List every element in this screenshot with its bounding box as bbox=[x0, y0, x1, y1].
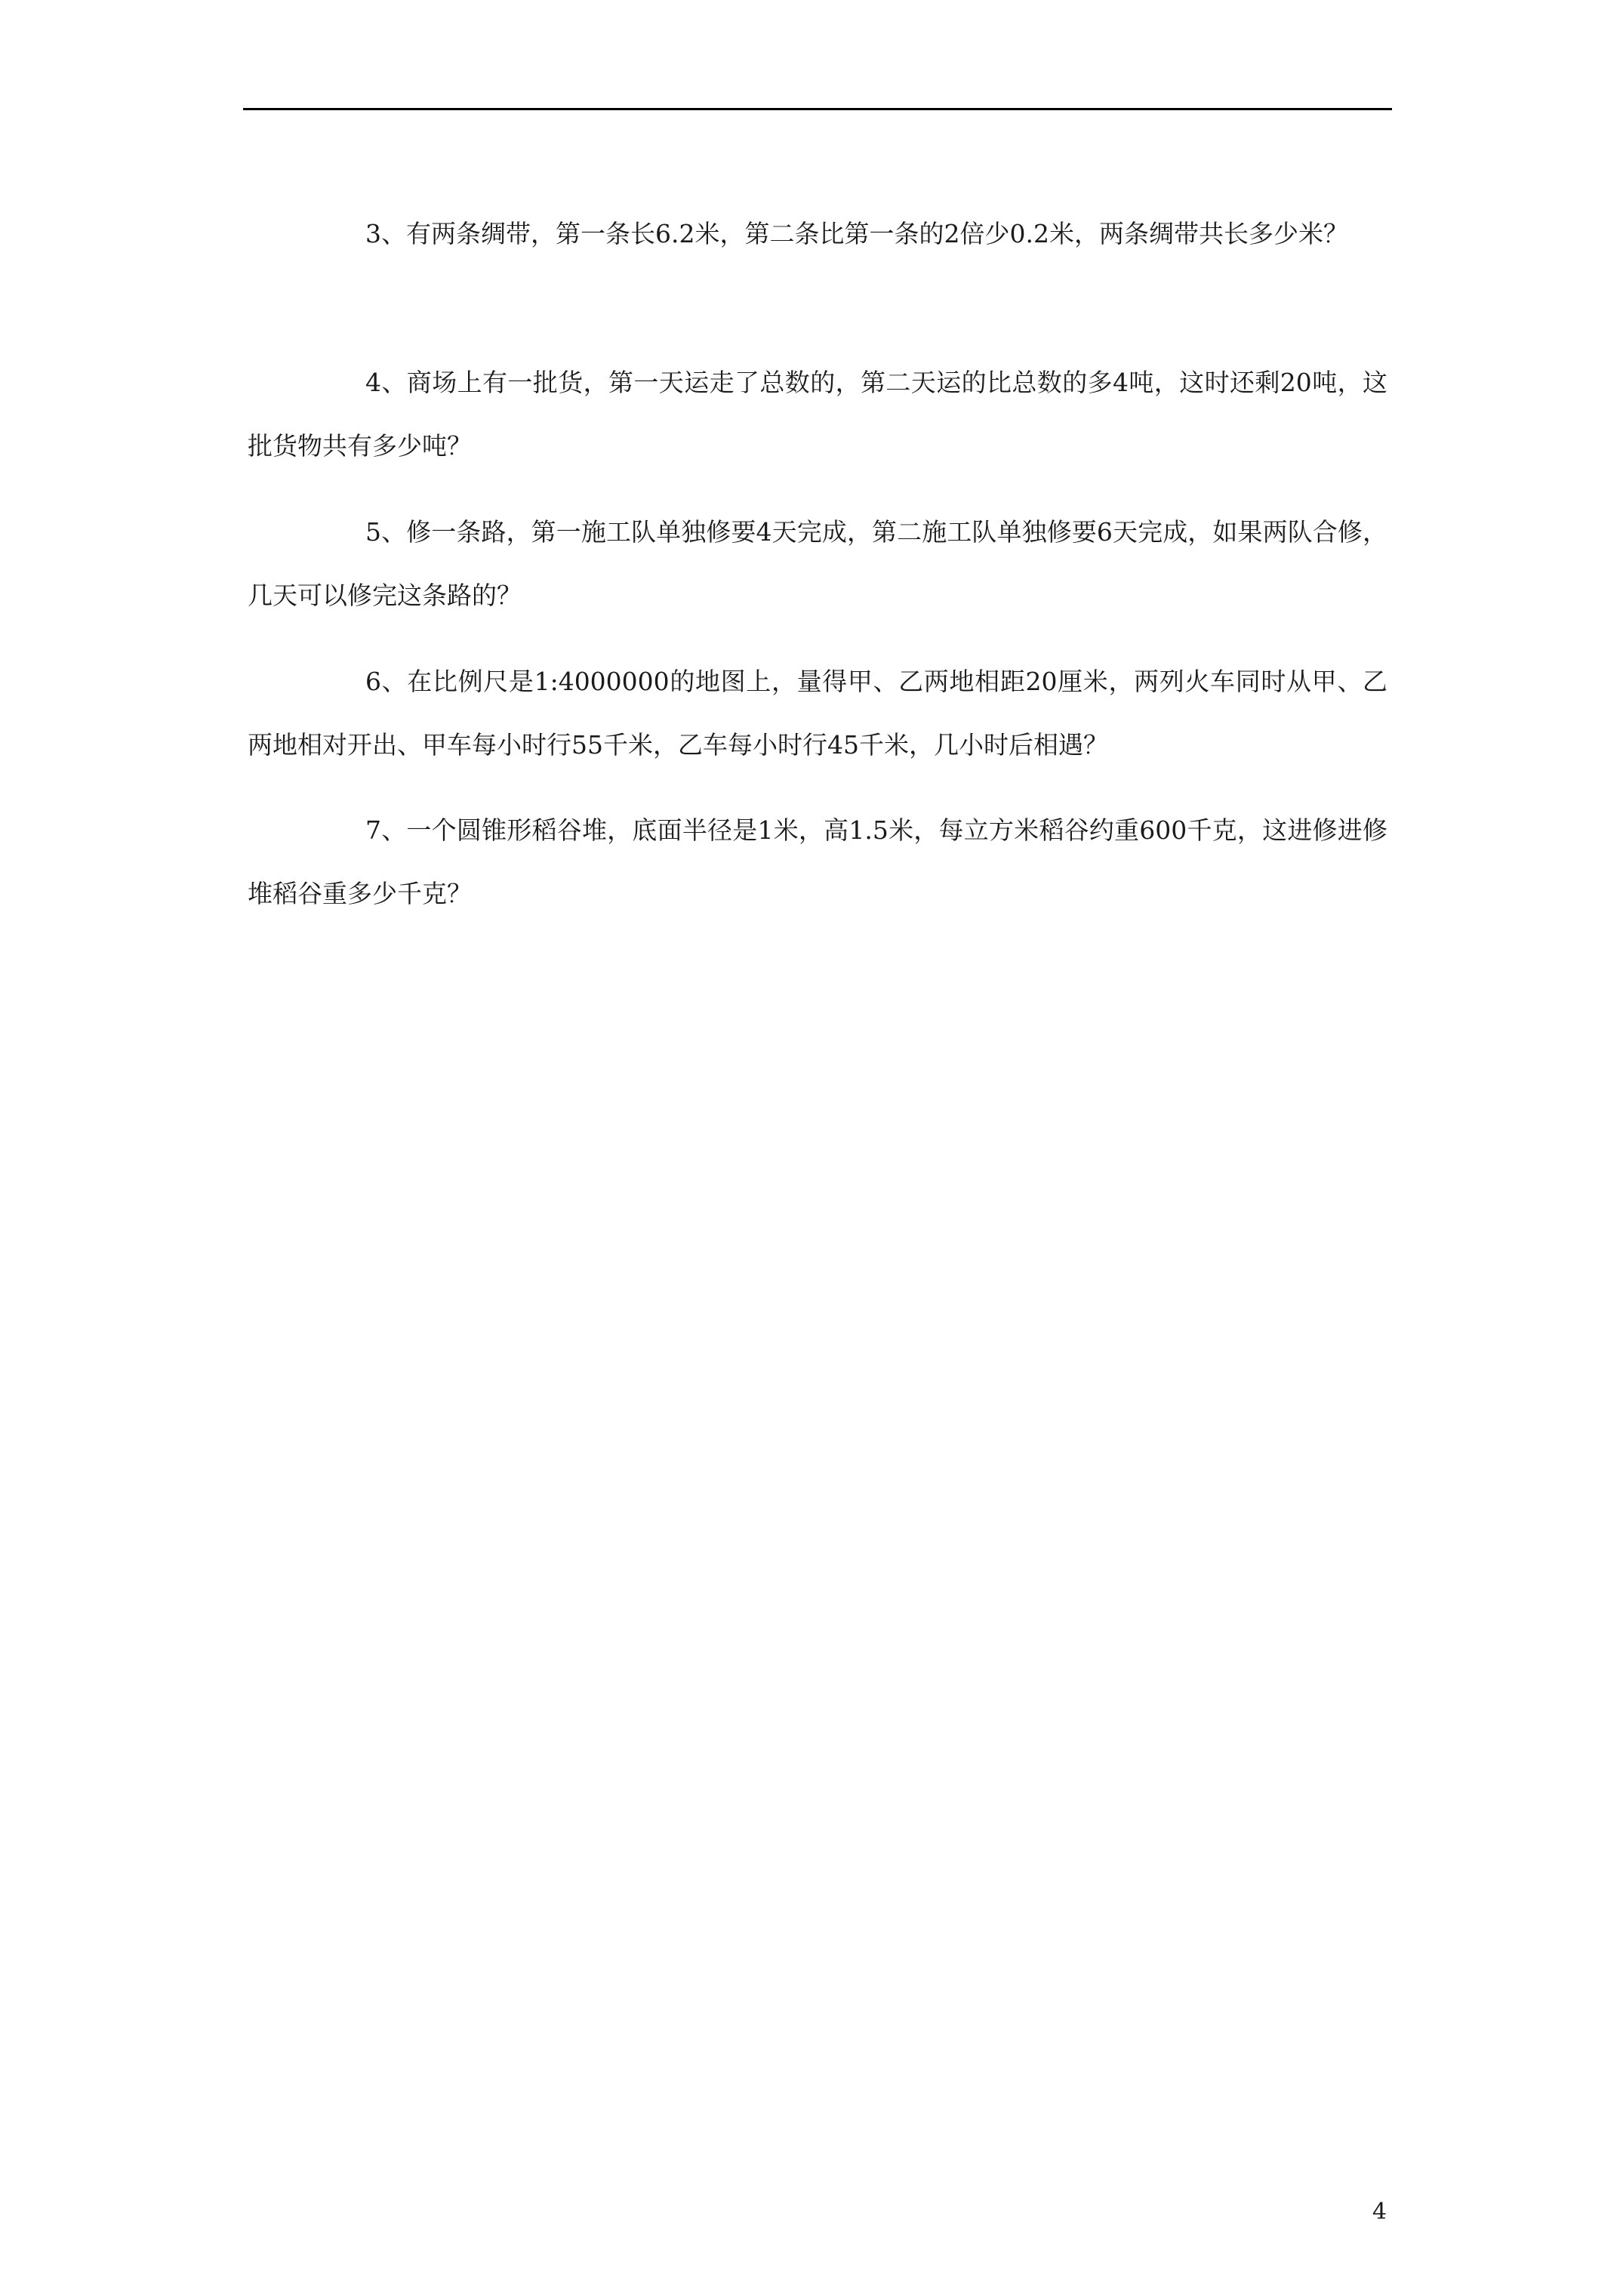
problem-4: 4、商场上有一批货，第一天运走了总数的，第二天运的比总数的多4吨，这时还剩20吨，这批货物共有多少吨？ bbox=[248, 368, 1387, 461]
problem-7: 7、一个圆锥形稻谷堆，底面半径是1米，高1.5米，每立方米稻谷约重600千克，这进修进修堆稻谷重多少千克？ bbox=[248, 815, 1387, 908]
problem-3: 3、有两条绸带，第一条长6.2米，第二条比第一条的2倍少0.2米，两条绸带共长多少米？ bbox=[365, 219, 1348, 248]
page-number: 4 bbox=[1372, 2199, 1387, 2225]
problem-5: 5、修一条路，第一施工队单独修要4天完成，第二施工队单独修要6天完成，如果两队合修，几天可以修完这条路的？ bbox=[248, 517, 1387, 610]
problem-6: 6、在比例尺是1:4000000的地图上，量得甲、乙两地相距20厘米，两列火车同时从甲、乙两地相对开出、甲车每小时行55千米，乙车每小时行45千米，几小时后相遇？ bbox=[248, 667, 1387, 760]
header-rule bbox=[243, 108, 1392, 110]
